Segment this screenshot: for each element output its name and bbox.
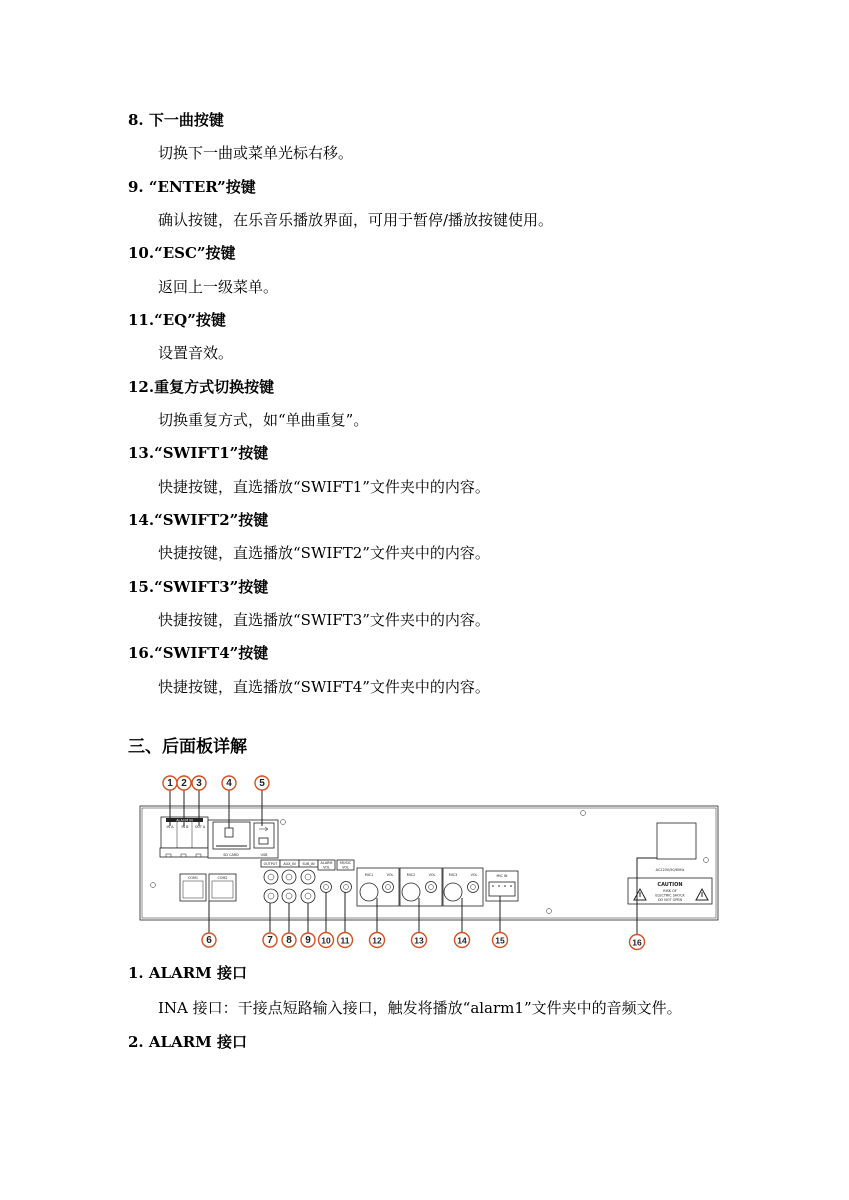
- callout-11: [338, 933, 353, 948]
- item-heading: 14.“SWIFT2”按键: [128, 511, 269, 529]
- terminal-pin: [504, 885, 506, 887]
- callout-12: [370, 933, 385, 948]
- sd-usb-block: [208, 820, 278, 858]
- mic3-vol-knob: [468, 882, 479, 893]
- item-heading: 15.“SWIFT3”按键: [128, 578, 269, 596]
- callout-number: 11: [340, 935, 350, 946]
- callout-number: 1: [167, 778, 173, 789]
- callout-number: 12: [372, 935, 382, 946]
- item-description: 切换下一曲或菜单光标右移。: [158, 144, 354, 162]
- callout-2: [177, 776, 191, 790]
- item-description: 返回上一级菜单。: [158, 278, 279, 296]
- item-heading: 16.“SWIFT4”按键: [128, 644, 269, 662]
- item-description: 切换重复方式，如“单曲重复”。: [158, 411, 369, 429]
- mic2-vol-knob: [426, 882, 437, 893]
- power-rating-label: AC220V/50/60Hz: [655, 868, 685, 872]
- callout-number: 6: [206, 935, 212, 946]
- mic-in-socket: [489, 882, 515, 896]
- power-inlet: [657, 823, 696, 859]
- item-description: 设置音效。: [158, 344, 234, 362]
- item-heading: 12.重复方式切换按键: [128, 378, 275, 396]
- alarm-vol-label: ALARM: [320, 861, 333, 865]
- sub-in-jack: [301, 889, 315, 903]
- item-heading: 11.“EQ”按键: [128, 311, 226, 329]
- mic1-vol-label: VOL: [386, 873, 394, 877]
- callout-number: 14: [457, 935, 467, 946]
- music-vol-label: VOL: [342, 865, 349, 870]
- sd-card-label: SD CARD: [223, 853, 239, 857]
- mic2-vol-label: VOL: [428, 873, 436, 877]
- output-label: OUTPUT: [263, 862, 278, 866]
- item-description: 快捷按键，直选播放“SWIFT4”文件夹中的内容。: [158, 678, 490, 696]
- com2-label: COM2: [217, 876, 228, 880]
- item-description: 快捷按键，直选播放“SWIFT1”文件夹中的内容。: [158, 478, 490, 496]
- callout-16: [630, 935, 645, 950]
- music-vol-knob: [341, 882, 352, 893]
- callout-14: [455, 933, 470, 948]
- caution-text: DO NOT OPEN: [657, 898, 683, 902]
- callout-8: [282, 933, 296, 947]
- in-b-label: IN B: [181, 825, 189, 829]
- item-heading: 8. 下一曲按键: [128, 111, 224, 129]
- port-description: INA 接口：干接点短路输入接口，触发将播放“alarm1”文件夹中的音频文件。: [158, 999, 682, 1017]
- callout-4: [222, 776, 236, 790]
- alarm-vol-knob: [321, 882, 332, 893]
- callout-number: 8: [286, 935, 292, 946]
- callout-number: 7: [267, 935, 273, 946]
- terminal-pin: [492, 885, 494, 887]
- callout-number: 9: [305, 935, 311, 946]
- item-description: 快捷按键，直选播放“SWIFT2”文件夹中的内容。: [158, 544, 490, 562]
- callout-6: [202, 933, 216, 947]
- sub-in-jack: [301, 870, 315, 884]
- mic3-label: MIC3: [448, 873, 458, 877]
- mic3-jack: [444, 883, 462, 901]
- callout-number: 2: [181, 778, 187, 789]
- music-vol-label: MUSIC: [340, 861, 351, 865]
- callout-number: 10: [321, 935, 331, 946]
- callout-7: [263, 933, 277, 947]
- item-heading: 10.“ESC”按键: [128, 244, 236, 262]
- aux-in-jack: [282, 870, 296, 884]
- alarm-vol-label: VOL: [323, 865, 330, 870]
- caution-title: CAUTION: [657, 882, 683, 888]
- callout-15: [493, 933, 508, 948]
- rca-jacks: [261, 860, 318, 903]
- usb-socket: [259, 838, 268, 844]
- mic-in-terminal: [486, 871, 518, 901]
- mic1-jack: [360, 883, 378, 901]
- mic2-label: MIC2: [406, 873, 416, 877]
- com1-label: COM1: [187, 876, 199, 880]
- mic-in-label: MIC IN: [496, 874, 508, 878]
- terminal-strip: [160, 848, 209, 857]
- sd-card-icon: [225, 828, 233, 837]
- item-heading: 9. “ENTER”按键: [128, 178, 256, 196]
- alarm-in-label: ALARM IN: [176, 818, 193, 823]
- aux-in-jack: [282, 889, 296, 903]
- output-jack: [264, 889, 278, 903]
- caution-text: RISK OF: [663, 889, 677, 893]
- callout-number: 4: [226, 778, 232, 789]
- rear-panel-diagram: [130, 770, 730, 955]
- port-heading: 1. ALARM 接口: [128, 964, 247, 982]
- usb-label: USB: [260, 853, 268, 857]
- callout-number: 3: [196, 778, 202, 789]
- terminal-pin: [510, 885, 512, 887]
- callout-5: [255, 776, 269, 790]
- aux-in-label: AUX_IN: [283, 862, 296, 866]
- item-description: 确认按键，在乐音乐播放界面，可用于暂停/播放按键使用。: [158, 211, 554, 229]
- mic-inputs: [357, 868, 483, 906]
- callout-number: 5: [259, 778, 265, 789]
- port-heading: 2. ALARM 接口: [128, 1033, 247, 1051]
- callout-3: [192, 776, 206, 790]
- caution-text: ELECTRIC SHOCK: [655, 893, 685, 898]
- in-a-label: IN A: [166, 825, 174, 829]
- mic3-vol-label: VOL: [470, 873, 478, 877]
- callout-number: 16: [632, 937, 642, 948]
- mic1-label: MIC1: [364, 873, 374, 877]
- mic1-vol-knob: [383, 882, 394, 893]
- callout-9: [301, 933, 315, 947]
- section-title: 三、后面板详解: [128, 737, 247, 757]
- output-jack: [264, 870, 278, 884]
- sub-in-label: SUB_IN: [302, 862, 315, 866]
- callout-13: [412, 933, 427, 948]
- item-heading: 13.“SWIFT1”按键: [128, 444, 269, 462]
- callout-number: 15: [495, 935, 505, 946]
- callout-1: [163, 776, 177, 790]
- terminal-pin: [498, 885, 500, 887]
- mic2-jack: [402, 883, 420, 901]
- out-a-label: OUT A: [194, 825, 206, 829]
- callout-number: 13: [414, 935, 424, 946]
- item-description: 快捷按键，直选播放“SWIFT3”文件夹中的内容。: [158, 611, 490, 629]
- callout-10: [319, 933, 334, 948]
